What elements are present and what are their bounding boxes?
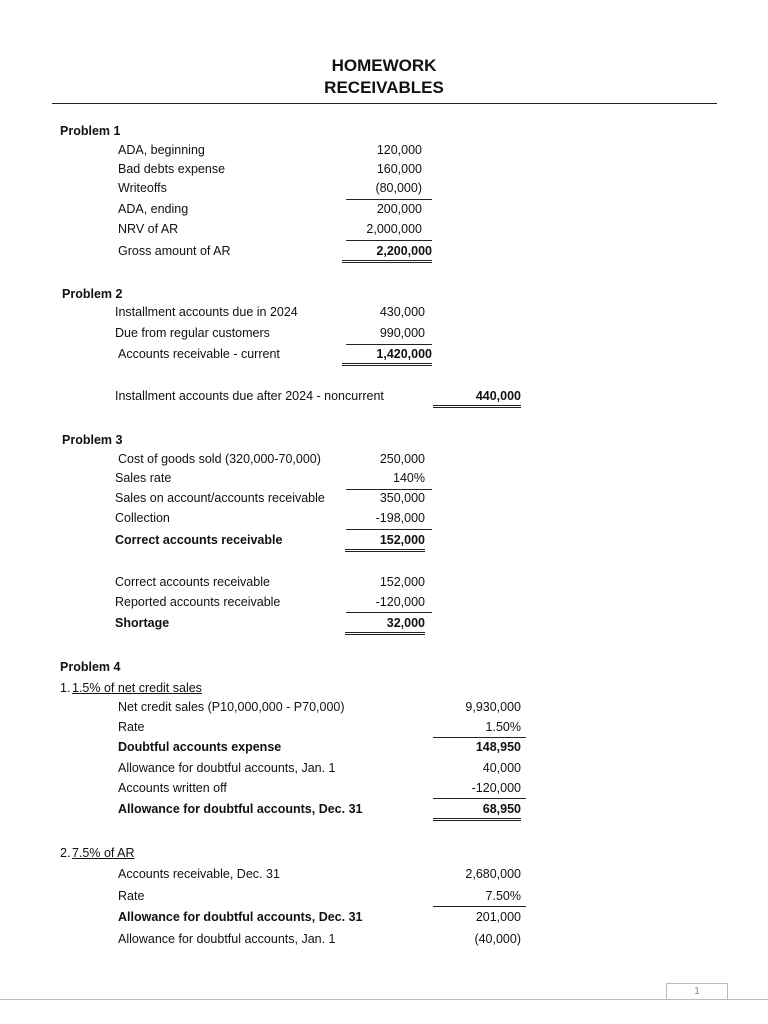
p4b-value: 201,000 — [475, 910, 521, 924]
p4-label: Rate — [118, 720, 145, 734]
p3-subtotal-rule — [346, 529, 432, 530]
p4-part1-title: 1.5% of net credit sales — [72, 681, 202, 695]
page-number: 1 — [666, 983, 728, 1000]
p1-value: 2,000,000 — [366, 222, 422, 236]
p1-value: 200,000 — [376, 202, 422, 216]
footer-rule — [0, 999, 768, 1000]
title-rule — [52, 103, 717, 104]
p4b-rule — [433, 906, 526, 907]
p4-label: Accounts written off — [118, 781, 227, 795]
p3-value: 140% — [393, 471, 425, 485]
p4-value: 1.50% — [485, 720, 521, 734]
p4-total-label: Allowance for doubtful accounts, Dec. 31 — [118, 802, 363, 816]
p1-total-value: 2,200,000 — [342, 244, 432, 263]
p4-part2-number: 2. — [60, 846, 71, 860]
p4-subtotal-rule — [433, 798, 526, 799]
p1-label: ADA, ending — [118, 202, 189, 216]
p2-value: 990,000 — [379, 326, 425, 340]
p2-label: Accounts receivable - current — [118, 347, 280, 361]
p4-value: 40,000 — [482, 761, 521, 775]
p2-value: 430,000 — [379, 305, 425, 319]
p3-label: Sales rate — [115, 471, 172, 485]
p3-label: Sales on account/accounts receivable — [115, 491, 325, 505]
p3-value: -198,000 — [375, 511, 425, 525]
p3b-label: Reported accounts receivable — [115, 595, 281, 609]
p2-noncurrent-label: Installment accounts due after 2024 - noncurrent — [115, 389, 384, 403]
title-line-2: RECEIVABLES — [324, 78, 444, 97]
p3b-value: 152,000 — [379, 575, 425, 589]
p3-total-value: 152,000 — [345, 533, 425, 552]
p3b-value: -120,000 — [375, 595, 425, 609]
p4-value: -120,000 — [471, 781, 521, 795]
p3b-subtotal-rule — [346, 612, 432, 613]
title-line-1: HOMEWORK — [331, 56, 437, 75]
p3-value: 350,000 — [379, 491, 425, 505]
p1-value: 160,000 — [376, 162, 422, 176]
p3b-label: Correct accounts receivable — [115, 575, 270, 589]
p4-label: Doubtful accounts expense — [118, 740, 282, 754]
p4b-value: 7.50% — [485, 889, 521, 903]
p1-value: (80,000) — [375, 181, 422, 195]
p3b-total-value: 32,000 — [345, 616, 425, 635]
p1-subtotal-rule — [346, 199, 432, 200]
p4-label: Net credit sales (P10,000,000 - P70,000) — [118, 700, 345, 714]
p1-total-rule — [346, 240, 432, 241]
p2-noncurrent-value: 440,000 — [433, 389, 521, 408]
p1-label: ADA, beginning — [118, 143, 205, 157]
p4-total-value: 68,950 — [433, 802, 521, 821]
p1-label: Writeoffs — [118, 181, 167, 195]
p1-value: 120,000 — [376, 143, 422, 157]
p4-rule — [433, 737, 526, 738]
p2-subtotal-rule — [346, 344, 432, 345]
p2-label: Installment accounts due in 2024 — [115, 305, 298, 319]
p4-part2-title: 7.5% of AR — [72, 846, 135, 860]
p4b-label: Allowance for doubtful accounts, Dec. 31 — [118, 910, 363, 924]
problem-4-heading: Problem 4 — [60, 660, 121, 674]
p3-label: Collection — [115, 511, 170, 525]
p4b-label: Accounts receivable, Dec. 31 — [118, 867, 280, 881]
p1-label: Bad debts expense — [118, 162, 226, 176]
p4b-value: 2,680,000 — [465, 867, 521, 881]
p3-total-label: Correct accounts receivable — [115, 533, 283, 547]
p4-part1-number: 1. — [60, 681, 71, 695]
p4-value: 9,930,000 — [465, 700, 521, 714]
p1-total-label: Gross amount of AR — [118, 244, 231, 258]
p4-label: Allowance for doubtful accounts, Jan. 1 — [118, 761, 336, 775]
p4-value: 148,950 — [475, 740, 521, 754]
p2-total-value: 1,420,000 — [342, 347, 432, 366]
p4b-label: Allowance for doubtful accounts, Jan. 1 — [118, 932, 336, 946]
p3-label: Cost of goods sold (320,000-70,000) — [118, 452, 321, 466]
p4b-label: Rate — [118, 889, 145, 903]
p3-value: 250,000 — [379, 452, 425, 466]
p1-label: NRV of AR — [118, 222, 179, 236]
p3b-total-label: Shortage — [115, 616, 170, 630]
p2-label: Due from regular customers — [115, 326, 270, 340]
p3-rule — [346, 489, 432, 490]
problem-3-heading: Problem 3 — [62, 433, 123, 447]
problem-2-heading: Problem 2 — [62, 287, 123, 301]
p4b-value: (40,000) — [474, 932, 521, 946]
problem-1-heading: Problem 1 — [60, 124, 121, 138]
